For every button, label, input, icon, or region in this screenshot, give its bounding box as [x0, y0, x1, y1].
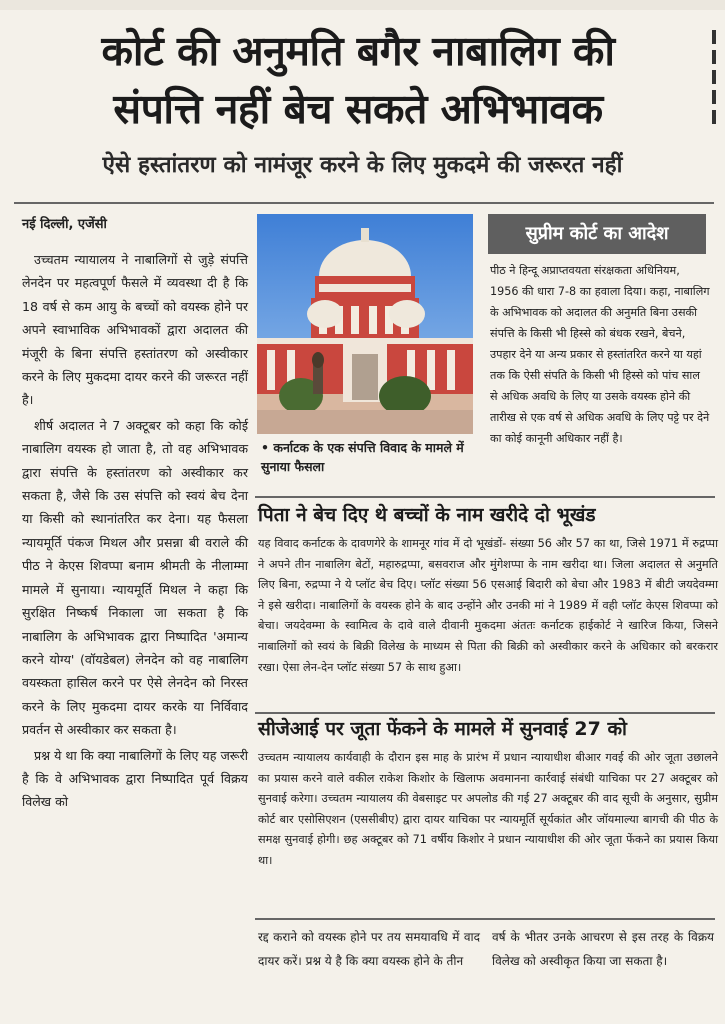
divider	[255, 918, 715, 920]
section-1-text: यह विवाद कर्नाटक के दावणगेरे के शामनूर गांव में दो भूखंडों- संख्या 56 और 57 का था, जिसे 1971 में रुद्रप्पा ने अपने तीन नाबालिग बेटों, महारुद्रप्पा, बसवराज और मुंगेशप्पा के नाम खरीदा था। जिला अदालत से अनुमति लिए बिना, रुद्रप्पा ने ये प्लॉट बेच दिए। प्लॉट संख्या 56 एसआई बिदारी को बेचा और 1983 में बीटी जयदेवम्मा ने इसे खरीदा। नाबालिगों के वयस्क होने के बाद उन्होंने और उनकी मां ने 1989 में वही प्लॉट केएस शिवप्पा को बेचा। जयदेवम्मा के स्वामित्व के दावे वाले दीवानी मुकदमा अंततः कर्नाटक हाईकोर्ट ने खारिज किया, जिसने नाबालिगों को स्वयं के बिक्री विलेख के माध्यम से पिता की बिक्री को अस्वीकार करने के अधिकार को बरकरार रखा। ऐसा लेन-देन प्लॉट संख्या 57 के साथ हुआ।	[258, 537, 718, 674]
subheadline: ऐसे हस्तांतरण को नामंजूर करने के लिए मुकदमे की जरूरत नहीं	[102, 152, 623, 178]
headline	[8, 22, 708, 138]
divider	[255, 496, 715, 498]
left-column	[22, 248, 248, 814]
paragraph-1: उच्चतम न्यायालय ने नाबालिगों से जुड़े संपत्ति लेनदेन पर महत्वपूर्ण फैसले में व्यवस्था दी है कि 18 वर्ष से कम आयु के बच्चों को वयस्क होने पर अपने स्वाभाविक अभिभावकों द्वारा अदालत की मंजूरी के बिना संपत्ति हस्तांतरण को अस्वीकार करने के लिए मुकदमा दायर करने की जरूरत नहीं है।	[22, 252, 248, 408]
supreme-court-photo	[257, 214, 473, 434]
sidebar-text: पीठ ने हिन्दू अप्राप्तवयता संरक्षकता अधिनियम, 1956 की धारा 7-8 का हवाला दिया। कहा, नाबालिग के अभिभावक को अदालत की अनुमति बिना उसकी संपत्ति के किसी भी हिस्से को बंधक रखने, बेचने, उपहार देने या अन्य प्रकार से हस्तांतरित करने या यहां तक कि ऐसी संपति के किसी भी हिस्से को पांच साल से अधिक अवधि के लिए या उसके वयस्क होने की तारीख से एक वर्ष से अधिक अवधि के लिए पट्टे पर देने का कोई कानूनी अधिकार नहीं है।	[490, 264, 710, 445]
edge-marks	[712, 30, 716, 160]
divider	[255, 712, 715, 714]
dateline: नई दिल्ली, एजेंसी	[22, 217, 107, 232]
divider	[14, 202, 714, 204]
section-2-text: उच्चतम न्यायालय कार्यवाही के दौरान इस माह के प्रारंभ में प्रधान न्यायाधीश बीआर गवई की ओर जूता उछालने का प्रयास करने वाले वकील राकेश किशोर के खिलाफ अवमानना कार्रवाई संबंधी याचिका पर 27 अक्टूबर को सुनवाई करेगा। उच्चतम न्यायालय की वेबसाइट पर अपलोड की गई 27 अक्टूबर की वाद सूची के अनुसार, सुप्रीम कोर्ट बार एसोसिएशन (एससीबीए) द्वारा दायर याचिका पर न्यायमूर्ति सूर्यकांत और जॉयमाल्या बागची की पीठ के समक्ष सुनवाई होगी। छह अक्टूबर को 71 वर्षीय किशोर ने प्रधान न्यायाधीश की ओर जूता फेंकने का प्रयास किया था।	[258, 751, 718, 867]
paragraph-3: प्रश्न ये था कि क्या नाबालिगों के लिए यह जरूरी है कि वे अभिभावक द्वारा निष्पादित पूर्व विक्रय विलेख को	[22, 747, 248, 810]
top-strip	[0, 0, 725, 10]
continuation-column-2: रद्द कराने को वयस्क होने पर तय समयावधि में वाद दायर करें। प्रश्न ये है कि क्या वयस्क होने के तीन	[258, 930, 480, 968]
section-2-title: सीजेआई पर जूता फेंकने के मामले में सुनवाई 27 को	[258, 718, 627, 740]
continuation-column-3: वर्ष के भीतर उनके आचरण से इस तरह के विक्रय विलेख को अस्वीकृत किया जा सकता है।	[492, 930, 714, 968]
section-1-title: पिता ने बेच दिए थे बच्चों के नाम खरीदे दो भूखंड	[258, 504, 596, 526]
headline-line-2: संपत्ति नहीं बेच सकते अभिभावक	[113, 85, 603, 133]
photo-caption: • कर्नाटक के एक संपत्ति विवाद के मामले में सुनाया फैसला	[261, 440, 464, 474]
sidebar-title: सुप्रीम कोर्ट का आदेश	[488, 214, 706, 254]
headline-line-1: कोर्ट की अनुमति बगैर नाबालिग की	[101, 27, 615, 75]
paragraph-2: शीर्ष अदालत ने 7 अक्टूबर को कहा कि कोई नाबालिग वयस्क हो जाता है, तो वह अभिभावक द्वारा संपत्ति के हस्तांतरण को अस्वीकार कर सकता है, जैसे कि उस संपत्ति को स्वयं बेच देना या किसी को स्थानांतरित कर देना। यह फैसला न्यायमूर्ति पंकज मिथल और प्रसन्ना बी वराले की पीठ ने केएस शिवप्पा बनाम श्रीमती के नीलाम्मा मामले में सुनाया। न्यायमूर्ति मिथल ने कहा कि सुरक्षित निष्कर्ष निकाला जा सकता है कि नाबालिग के अभिभावक द्वारा निष्पादित 'अमान्य करने योग्य' (वॉयडेबल) लेनदेन को वह नाबालिग वयस्कता हासिल करने पर ऐसे लेनदेन को निरस्त करने के लिए मुकदमा दायर करके या निर्विवाद प्रवर्तन से अस्वीकार कर सकता है।	[22, 417, 248, 738]
